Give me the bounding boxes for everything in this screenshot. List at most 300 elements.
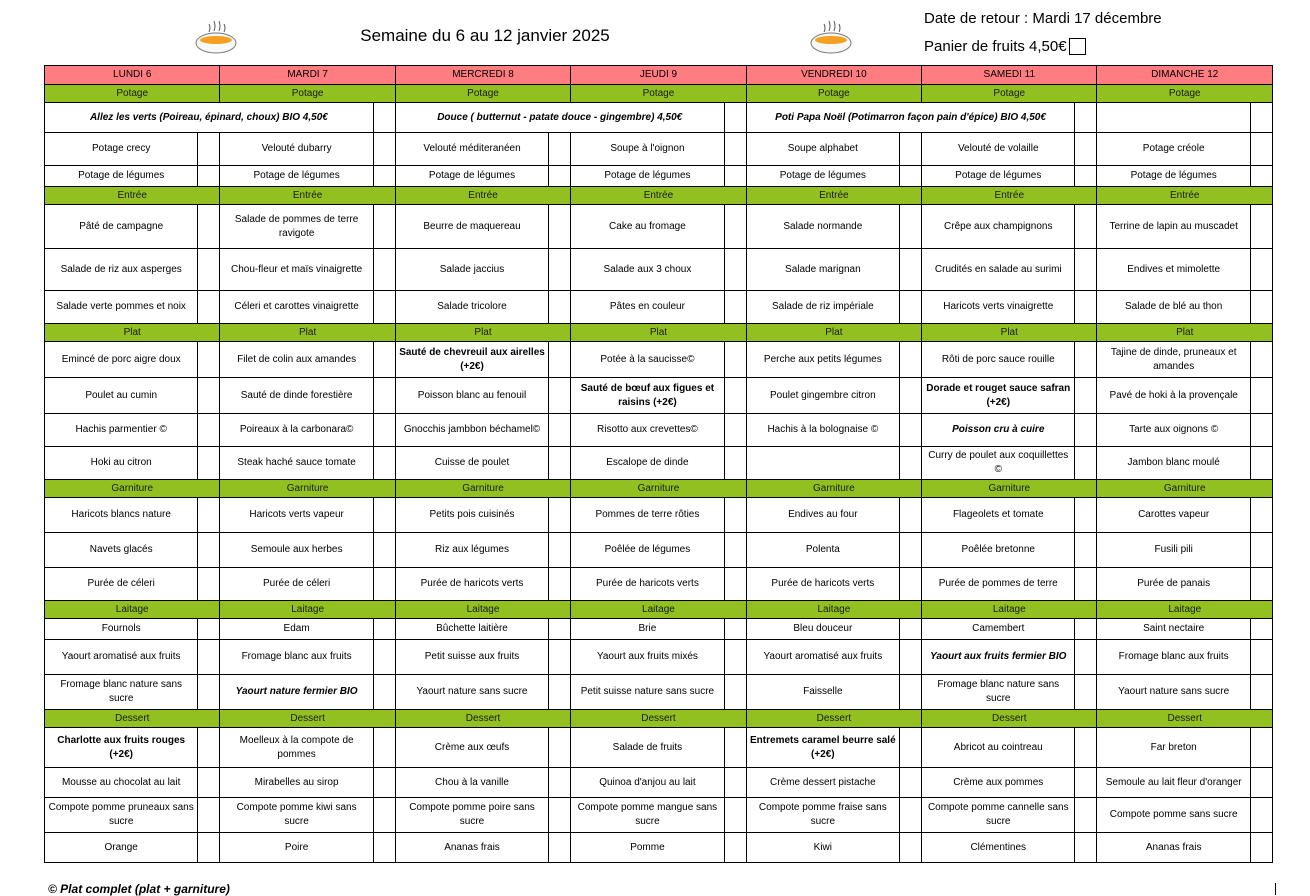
section-header: Plat — [746, 324, 921, 342]
quantity-box[interactable] — [900, 249, 922, 291]
menu-row — [45, 619, 1273, 640]
section-header-row — [45, 85, 1273, 103]
quantity-box[interactable] — [1075, 498, 1097, 533]
quantity-box[interactable] — [198, 640, 220, 675]
menu-row — [45, 728, 1273, 768]
menu-item: Petits pois cuisinés — [395, 498, 548, 533]
quantity-box[interactable] — [900, 342, 922, 378]
menu-item: Gnocchis jambbon béchamel© — [395, 414, 548, 447]
menu-item: Poêlée bretonne — [922, 533, 1075, 568]
section-header: Potage — [395, 85, 570, 103]
menu-item: Potage de légumes — [922, 166, 1075, 187]
menu-item — [746, 447, 899, 480]
day-header: MERCREDI 8 — [395, 66, 570, 85]
menu-row — [45, 414, 1273, 447]
menu-item: Potage de légumes — [45, 166, 198, 187]
quantity-box[interactable] — [1075, 768, 1097, 798]
menu-item: Potage de légumes — [1097, 166, 1250, 187]
quantity-box[interactable] — [549, 205, 571, 249]
quantity-box[interactable] — [549, 166, 571, 187]
quantity-box[interactable] — [1250, 728, 1272, 768]
menu-item: Compote pomme cannelle sans sucre — [922, 798, 1075, 833]
menu-item: Emincé de porc aigre doux — [45, 342, 198, 378]
quantity-box[interactable] — [198, 166, 220, 187]
menu-item: Purée de panais — [1097, 568, 1250, 601]
weekly-menu-table — [44, 65, 1273, 863]
quantity-box[interactable] — [724, 378, 746, 414]
section-header: Plat — [571, 324, 746, 342]
menu-item: Pavé de hoki à la provençale — [1097, 378, 1250, 414]
menu-item: Haricots verts vapeur — [220, 498, 373, 533]
menu-item: Crudités en salade au surimi — [922, 249, 1075, 291]
quantity-box[interactable] — [724, 414, 746, 447]
quantity-box[interactable] — [549, 249, 571, 291]
menu-item: Yaourt aux fruits fermier BIO — [922, 640, 1075, 675]
quantity-box[interactable] — [900, 205, 922, 249]
menu-item: Semoule aux herbes — [220, 533, 373, 568]
quantity-box[interactable] — [900, 619, 922, 640]
quantity-box[interactable] — [1250, 342, 1272, 378]
empty-cell — [1097, 103, 1250, 133]
section-header: Garniture — [1097, 480, 1273, 498]
quantity-box[interactable] — [549, 675, 571, 710]
quantity-box[interactable] — [198, 768, 220, 798]
quantity-box[interactable] — [1075, 249, 1097, 291]
menu-item: Crème aux œufs — [395, 728, 548, 768]
quantity-box[interactable] — [549, 533, 571, 568]
quantity-box[interactable] — [373, 103, 395, 133]
special-soup: Allez les verts (Poireau, épinard, choux) BIO 4,50€ — [45, 103, 374, 133]
quantity-box[interactable] — [549, 833, 571, 863]
quantity-box[interactable] — [198, 675, 220, 710]
quantity-box[interactable] — [1250, 833, 1272, 863]
quantity-box[interactable] — [724, 498, 746, 533]
day-header: SAMEDI 11 — [922, 66, 1097, 85]
quantity-box[interactable] — [373, 447, 395, 480]
quantity-box[interactable] — [198, 342, 220, 378]
menu-item: Poulet gingembre citron — [746, 378, 899, 414]
quantity-box[interactable] — [1075, 533, 1097, 568]
quantity-box[interactable] — [373, 378, 395, 414]
menu-row — [45, 675, 1273, 710]
quantity-box[interactable] — [549, 291, 571, 324]
section-header: Dessert — [395, 710, 570, 728]
menu-item: Soupe à l'oignon — [571, 133, 724, 166]
menu-item: Salade de fruits — [571, 728, 724, 768]
quantity-box[interactable] — [900, 166, 922, 187]
menu-item: Quinoa d'anjou au lait — [571, 768, 724, 798]
section-header: Laitage — [395, 601, 570, 619]
menu-item: Faisselle — [746, 675, 899, 710]
quantity-box[interactable] — [549, 728, 571, 768]
quantity-box[interactable] — [198, 447, 220, 480]
quantity-box[interactable] — [549, 768, 571, 798]
menu-item: Crème aux pommes — [922, 768, 1075, 798]
menu-item: Bûchette laitière — [395, 619, 548, 640]
menu-item: Filet de colin aux amandes — [220, 342, 373, 378]
section-header: Potage — [220, 85, 395, 103]
menu-item: Mousse au chocolat au lait — [45, 768, 198, 798]
quantity-box[interactable] — [549, 798, 571, 833]
quantity-box[interactable] — [1075, 342, 1097, 378]
quantity-box[interactable] — [373, 166, 395, 187]
menu-item: Fromage blanc aux fruits — [1097, 640, 1250, 675]
section-header: Laitage — [922, 601, 1097, 619]
quantity-box[interactable] — [900, 568, 922, 601]
section-header: Garniture — [746, 480, 921, 498]
menu-row — [45, 533, 1273, 568]
quantity-box[interactable] — [724, 291, 746, 324]
menu-item: Potage crecy — [45, 133, 198, 166]
menu-item: Purée de haricots verts — [746, 568, 899, 601]
quantity-box[interactable] — [198, 833, 220, 863]
section-header: Plat — [45, 324, 220, 342]
quantity-box[interactable] — [900, 447, 922, 480]
menu-row — [45, 342, 1273, 378]
menu-item: Poisson blanc au fenouil — [395, 378, 548, 414]
quantity-box[interactable] — [198, 291, 220, 324]
quantity-box[interactable] — [198, 378, 220, 414]
quantity-box[interactable] — [373, 533, 395, 568]
menu-item: Saint nectaire — [1097, 619, 1250, 640]
menu-row — [45, 498, 1273, 533]
quantity-box[interactable] — [724, 342, 746, 378]
section-header: Laitage — [571, 601, 746, 619]
menu-item: Fournols — [45, 619, 198, 640]
menu-item: Semoule au lait fleur d'oranger — [1097, 768, 1250, 798]
menu-item: Yaourt nature sans sucre — [1097, 675, 1250, 710]
menu-item: Céleri et carottes vinaigrette — [220, 291, 373, 324]
menu-item: Ananas frais — [395, 833, 548, 863]
quantity-box[interactable] — [724, 640, 746, 675]
quantity-box[interactable] — [900, 291, 922, 324]
quantity-box[interactable] — [724, 619, 746, 640]
menu-item: Purée de pommes de terre — [922, 568, 1075, 601]
menu-item: Potage de légumes — [395, 166, 548, 187]
quantity-box[interactable] — [1250, 768, 1272, 798]
menu-item: Yaourt nature sans sucre — [395, 675, 548, 710]
section-header: Laitage — [220, 601, 395, 619]
quantity-box[interactable] — [724, 249, 746, 291]
menu-item: Petit suisse nature sans sucre — [571, 675, 724, 710]
menu-item: Far breton — [1097, 728, 1250, 768]
quantity-box[interactable] — [1075, 833, 1097, 863]
menu-item: Fromage blanc aux fruits — [220, 640, 373, 675]
quantity-box[interactable] — [724, 205, 746, 249]
special-soups-row — [45, 103, 1273, 133]
quantity-box[interactable] — [198, 568, 220, 601]
quantity-box[interactable] — [198, 533, 220, 568]
menu-item: Salade jaccius — [395, 249, 548, 291]
quantity-box[interactable] — [549, 498, 571, 533]
quantity-box[interactable] — [900, 414, 922, 447]
menu-item: Risotto aux crevettes© — [571, 414, 724, 447]
section-header: Plat — [220, 324, 395, 342]
section-header: Garniture — [571, 480, 746, 498]
special-soup: Douce ( butternut - patate douce - gingembre) 4,50€ — [395, 103, 724, 133]
section-header: Entrée — [395, 187, 570, 205]
menu-item: Terrine de lapin au muscadet — [1097, 205, 1250, 249]
menu-row — [45, 249, 1273, 291]
quantity-box[interactable] — [373, 205, 395, 249]
menu-item: Ananas frais — [1097, 833, 1250, 863]
quantity-box[interactable] — [549, 342, 571, 378]
quantity-box[interactable] — [1250, 249, 1272, 291]
quantity-box[interactable] — [549, 568, 571, 601]
section-header: Entrée — [571, 187, 746, 205]
menu-item: Velouté méditeranéen — [395, 133, 548, 166]
quantity-box[interactable] — [1250, 133, 1272, 166]
menu-item: Kiwi — [746, 833, 899, 863]
quantity-box[interactable] — [198, 798, 220, 833]
quantity-box[interactable] — [1075, 675, 1097, 710]
quantity-box[interactable] — [900, 498, 922, 533]
quantity-box[interactable] — [1075, 166, 1097, 187]
menu-item: Potage de légumes — [220, 166, 373, 187]
section-header-row — [45, 601, 1273, 619]
menu-item: Compote pomme mangue sans sucre — [571, 798, 724, 833]
quantity-box[interactable] — [900, 728, 922, 768]
menu-item: Poulet au cumin — [45, 378, 198, 414]
menu-item: Mirabelles au sirop — [220, 768, 373, 798]
day-header: LUNDI 6 — [45, 66, 220, 85]
section-header: Laitage — [746, 601, 921, 619]
menu-item: Velouté dubarry — [220, 133, 373, 166]
quantity-box[interactable] — [1075, 798, 1097, 833]
quantity-box[interactable] — [900, 768, 922, 798]
quantity-box[interactable] — [1250, 568, 1272, 601]
quantity-box[interactable] — [900, 533, 922, 568]
menu-item: Camembert — [922, 619, 1075, 640]
quantity-box[interactable] — [1075, 291, 1097, 324]
menu-item: Moelleux à la compote de pommes — [220, 728, 373, 768]
section-header: Potage — [571, 85, 746, 103]
quantity-box[interactable] — [198, 133, 220, 166]
quantity-box[interactable] — [373, 640, 395, 675]
quantity-box[interactable] — [900, 798, 922, 833]
menu-item: Crème dessert pistache — [746, 768, 899, 798]
quantity-box[interactable] — [724, 833, 746, 863]
quantity-box[interactable] — [373, 133, 395, 166]
quantity-box[interactable] — [198, 205, 220, 249]
menu-item: Yaourt aromatisé aux fruits — [746, 640, 899, 675]
quantity-box[interactable] — [724, 166, 746, 187]
fruit-basket-label: Panier de fruits 4,50€ — [924, 38, 1067, 55]
menu-item: Compote pomme kiwi sans sucre — [220, 798, 373, 833]
quantity-box[interactable] — [198, 414, 220, 447]
quantity-box[interactable] — [1075, 568, 1097, 601]
footnote: © Plat complet (plat + garniture) — [48, 882, 230, 896]
section-header: Potage — [922, 85, 1097, 103]
menu-item: Sauté de dinde forestière — [220, 378, 373, 414]
quantity-box[interactable] — [549, 133, 571, 166]
quantity-box[interactable] — [373, 798, 395, 833]
menu-row — [45, 798, 1273, 833]
section-header: Entrée — [1097, 187, 1273, 205]
menu-item: Chou-fleur et maïs vinaigrette — [220, 249, 373, 291]
menu-item: Salade verte pommes et noix — [45, 291, 198, 324]
menu-item: Poêlée de légumes — [571, 533, 724, 568]
section-header-row — [45, 187, 1273, 205]
quantity-box[interactable] — [1250, 205, 1272, 249]
quantity-box[interactable] — [1075, 728, 1097, 768]
return-date: Date de retour : Mardi 17 décembre — [924, 10, 1162, 27]
quantity-box[interactable] — [724, 728, 746, 768]
menu-item: Sauté de bœuf aux figues et raisins (+2€) — [571, 378, 724, 414]
menu-item: Pâté de campagne — [45, 205, 198, 249]
menu-item: Potage créole — [1097, 133, 1250, 166]
section-header: Plat — [1097, 324, 1273, 342]
menu-item: Purée de haricots verts — [571, 568, 724, 601]
section-header: Garniture — [45, 480, 220, 498]
menu-item: Potage de légumes — [571, 166, 724, 187]
menu-item: Entremets caramel beurre salé (+2€) — [746, 728, 899, 768]
quantity-box[interactable] — [1075, 640, 1097, 675]
quantity-box[interactable] — [373, 675, 395, 710]
quantity-box[interactable] — [373, 728, 395, 768]
quantity-box[interactable] — [198, 619, 220, 640]
quantity-box[interactable] — [724, 675, 746, 710]
quantity-box[interactable] — [198, 728, 220, 768]
menu-item: Salade aux 3 choux — [571, 249, 724, 291]
menu-item: Velouté de volaille — [922, 133, 1075, 166]
quantity-box[interactable] — [1075, 103, 1097, 133]
menu-item: Haricots blancs nature — [45, 498, 198, 533]
quantity-box[interactable] — [724, 133, 746, 166]
quantity-box[interactable] — [1075, 414, 1097, 447]
menu-item: Curry de poulet aux coquillettes © — [922, 447, 1075, 480]
menu-item: Compote pomme pruneaux sans sucre — [45, 798, 198, 833]
quantity-box[interactable] — [373, 414, 395, 447]
menu-item: Poisson cru à cuire — [922, 414, 1075, 447]
section-header: Entrée — [922, 187, 1097, 205]
menu-row — [45, 166, 1273, 187]
quantity-box[interactable] — [724, 798, 746, 833]
quantity-box[interactable] — [373, 249, 395, 291]
quantity-box[interactable] — [1250, 447, 1272, 480]
menu-item: Potage de légumes — [746, 166, 899, 187]
quantity-box[interactable] — [373, 568, 395, 601]
quantity-box[interactable] — [1250, 291, 1272, 324]
quantity-box[interactable] — [724, 103, 746, 133]
quantity-box[interactable] — [1075, 619, 1097, 640]
menu-item: Yaourt aux fruits mixés — [571, 640, 724, 675]
section-header: Dessert — [746, 710, 921, 728]
quantity-box[interactable] — [1250, 103, 1272, 133]
quantity-box[interactable] — [900, 640, 922, 675]
menu-row — [45, 833, 1273, 863]
menu-item: Hachis parmentier © — [45, 414, 198, 447]
menu-row — [45, 378, 1273, 414]
quantity-box[interactable] — [198, 249, 220, 291]
quantity-box[interactable] — [1250, 498, 1272, 533]
quantity-box[interactable] — [373, 619, 395, 640]
menu-row — [45, 205, 1273, 249]
day-header: MARDI 7 — [220, 66, 395, 85]
quantity-box[interactable] — [549, 414, 571, 447]
day-header-row — [45, 66, 1273, 85]
quantity-box[interactable] — [900, 133, 922, 166]
menu-item: Polenta — [746, 533, 899, 568]
soup-bowl-icon — [193, 12, 239, 58]
quantity-box[interactable] — [373, 291, 395, 324]
quantity-box[interactable] — [900, 378, 922, 414]
section-header-row — [45, 324, 1273, 342]
menu-row — [45, 291, 1273, 324]
menu-item: Fusili pili — [1097, 533, 1250, 568]
section-header: Potage — [746, 85, 921, 103]
quantity-box[interactable] — [1075, 378, 1097, 414]
section-header-row — [45, 480, 1273, 498]
quantity-box[interactable] — [373, 342, 395, 378]
menu-item: Rôti de porc sauce rouille — [922, 342, 1075, 378]
section-header: Garniture — [395, 480, 570, 498]
menu-item: Sauté de chevreuil aux airelles (+2€) — [395, 342, 548, 378]
fruit-basket-checkbox[interactable] — [1069, 38, 1086, 55]
menu-item: Salade marignan — [746, 249, 899, 291]
menu-item: Flageolets et tomate — [922, 498, 1075, 533]
menu-item: Salade de blé au thon — [1097, 291, 1250, 324]
menu-item: Escalope de dinde — [571, 447, 724, 480]
quantity-box[interactable] — [1250, 414, 1272, 447]
quantity-box[interactable] — [724, 568, 746, 601]
menu-item: Poireaux à la carbonara© — [220, 414, 373, 447]
quantity-box[interactable] — [373, 833, 395, 863]
quantity-box[interactable] — [1075, 133, 1097, 166]
quantity-box[interactable] — [549, 447, 571, 480]
quantity-box[interactable] — [1250, 798, 1272, 833]
menu-item: Purée de céleri — [45, 568, 198, 601]
quantity-box[interactable] — [1250, 533, 1272, 568]
menu-row — [45, 568, 1273, 601]
quantity-box[interactable] — [900, 833, 922, 863]
special-soup: Poti Papa Noël (Potimarron façon pain d'épice) BIO 4,50€ — [746, 103, 1075, 133]
quantity-box[interactable] — [373, 498, 395, 533]
menu-item: Clémentines — [922, 833, 1075, 863]
menu-item: Dorade et rouget sauce safran (+2€) — [922, 378, 1075, 414]
day-header: JEUDI 9 — [571, 66, 746, 85]
quantity-box[interactable] — [1250, 675, 1272, 710]
quantity-box[interactable] — [900, 675, 922, 710]
quantity-box[interactable] — [1250, 640, 1272, 675]
menu-item: Purée de haricots verts — [395, 568, 548, 601]
section-header: Entrée — [45, 187, 220, 205]
quantity-box[interactable] — [549, 640, 571, 675]
menu-item: Carottes vapeur — [1097, 498, 1250, 533]
quantity-box[interactable] — [198, 498, 220, 533]
quantity-box[interactable] — [1075, 205, 1097, 249]
menu-item: Endives et mimolette — [1097, 249, 1250, 291]
quantity-box[interactable] — [724, 768, 746, 798]
menu-item: Beurre de maquereau — [395, 205, 548, 249]
menu-item: Tajine de dinde, pruneaux et amandes — [1097, 342, 1250, 378]
menu-item: Pomme — [571, 833, 724, 863]
quantity-box[interactable] — [1250, 378, 1272, 414]
quantity-box[interactable] — [1075, 447, 1097, 480]
divider — [1275, 883, 1276, 895]
menu-item: Compote pomme poire sans sucre — [395, 798, 548, 833]
quantity-box[interactable] — [549, 619, 571, 640]
menu-item: Cuisse de poulet — [395, 447, 548, 480]
menu-item: Navets glacés — [45, 533, 198, 568]
quantity-box[interactable] — [549, 378, 571, 414]
menu-item: Brie — [571, 619, 724, 640]
quantity-box[interactable] — [724, 447, 746, 480]
quantity-box[interactable] — [1250, 166, 1272, 187]
quantity-box[interactable] — [373, 768, 395, 798]
quantity-box[interactable] — [1250, 619, 1272, 640]
quantity-box[interactable] — [724, 533, 746, 568]
